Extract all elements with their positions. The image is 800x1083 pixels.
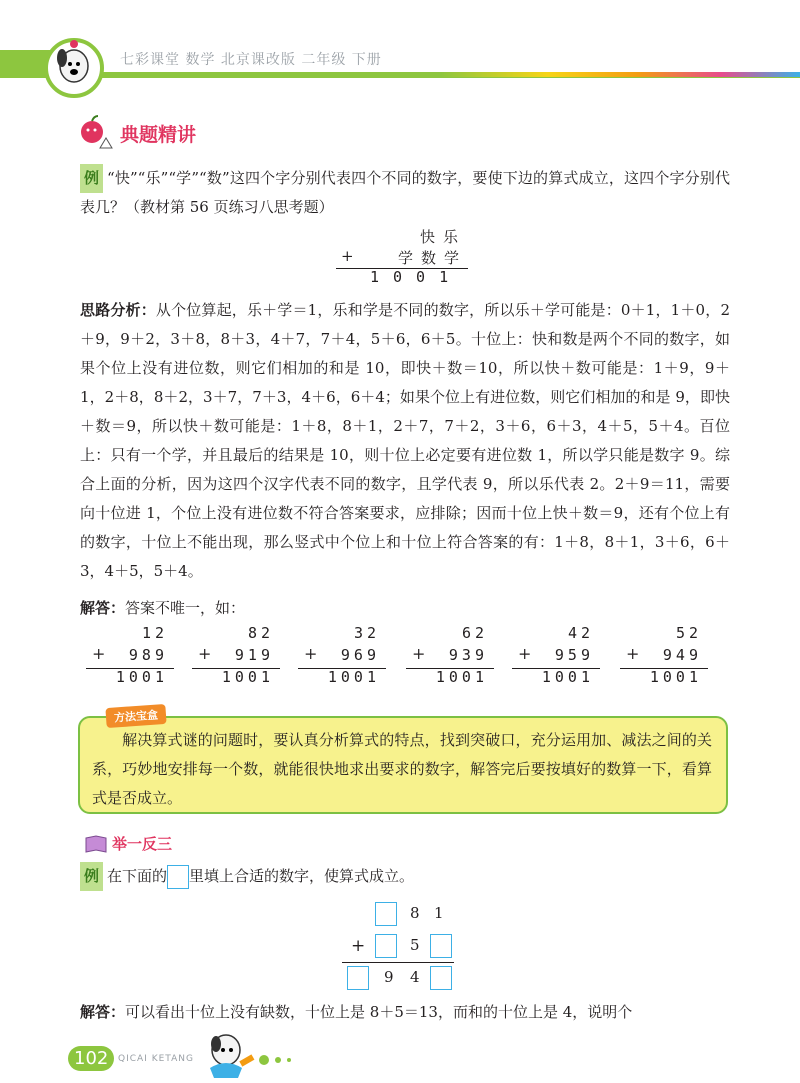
row1-ones: 1 xyxy=(434,904,444,922)
answer-2-sum: 1001 xyxy=(221,668,274,686)
blank-thousands-sum[interactable] xyxy=(347,966,369,990)
answer-1-second: 989 xyxy=(128,646,168,664)
page-number: 102 xyxy=(68,1046,114,1071)
answer-text: 答案不唯一，如： xyxy=(125,599,246,617)
answer-1-plus: + xyxy=(92,644,106,663)
analysis-paragraph xyxy=(80,296,730,586)
practice-plus: + xyxy=(351,936,366,956)
answer-2-plus: + xyxy=(198,644,212,663)
answer-5-plus: + xyxy=(518,644,532,663)
answer-1-sum: 1001 xyxy=(115,668,168,686)
dog-mascot-icon xyxy=(40,36,108,100)
apple-books-icon xyxy=(72,114,116,150)
example-text: “快”“乐”“学”“数”这四个字分别代表四个不同的数字，要使下边的算式成立，这四个字分别代表几？（教材第 56 页练习八思考题） xyxy=(80,169,730,216)
answer-2-addend: 82 xyxy=(247,624,274,642)
analysis-label: 思路分析： xyxy=(80,301,156,319)
puzzle-sum: 1001 xyxy=(370,268,463,286)
final-answer-text: 可以看出十位上没有缺数，十位上是 8＋5＝13，而和的十位上是 4，说明个 xyxy=(125,1003,633,1021)
answer-5-addend: 42 xyxy=(567,624,594,642)
answer-3-addend: 32 xyxy=(353,624,380,642)
method-body: 解决算式谜的问题时，要认真分析算式的特点，找到突破口，充分运用加、减法之间的关系，巧妙地安排每一个数，就能很快地求出要求的数字，解答完后要按填好的数算一下，看算式是否成立。 xyxy=(92,731,712,807)
puzzle-row1: 快乐 xyxy=(420,228,467,246)
answer-5-second: 959 xyxy=(554,646,594,664)
row2-tens: 5 xyxy=(410,936,420,954)
answer-line xyxy=(80,594,730,623)
answer-5-sum: 1001 xyxy=(541,668,594,686)
practice-text-after: 里填上合适的数字，使算式成立。 xyxy=(189,867,415,885)
answer-2-second: 919 xyxy=(234,646,274,664)
practice-title: 举一反三 xyxy=(112,835,173,853)
answer-6-addend: 52 xyxy=(675,624,702,642)
method-text xyxy=(92,726,712,813)
blank-ones-sum[interactable] xyxy=(430,966,452,990)
header-gradient-stripe xyxy=(440,72,800,77)
practice-line xyxy=(342,962,454,963)
row1-tens: 8 xyxy=(410,904,420,922)
practice-tag: 例 xyxy=(80,862,103,891)
answer-3-plus: + xyxy=(304,644,318,663)
answer-label: 解答： xyxy=(80,599,126,617)
answer-6-sum: 1001 xyxy=(649,668,702,686)
method-tag: 方法宝盒 xyxy=(105,704,166,728)
answer-1-addend: 12 xyxy=(141,624,168,642)
example-question xyxy=(80,164,730,222)
answer-box xyxy=(167,865,189,889)
dots-decoration-icon xyxy=(258,1054,298,1066)
puzzle-row2: 学数学 xyxy=(398,249,468,267)
puzzle-plus: + xyxy=(341,247,362,265)
answer-6-second: 949 xyxy=(662,646,702,664)
answer-4-plus: + xyxy=(412,644,426,663)
answer-4-sum: 1001 xyxy=(435,668,488,686)
answer-3-second: 969 xyxy=(340,646,380,664)
practice-question xyxy=(80,862,730,891)
blank-ones-row2[interactable] xyxy=(430,934,452,958)
blank-hundreds-row2[interactable] xyxy=(375,934,397,958)
answer-4-addend: 62 xyxy=(461,624,488,642)
dog-painter-icon xyxy=(196,1028,258,1080)
blank-hundreds-row1[interactable] xyxy=(375,902,397,926)
header-title: 七彩课堂 数学 北京课改版 二年级 下册 xyxy=(120,52,382,68)
section-title: 典题精讲 xyxy=(120,124,197,146)
analysis-text: 从个位算起，乐＋学＝1，乐和学是不同的数字，所以乐＋学可能是：0＋1，1＋0，2＋9，9＋2，3＋8，8＋3，4＋7，7＋4，5＋6，6＋5。十位上：快和数是两个不同的数字，如果个位上没有进位数，则它们相加的和是 10，即快＋数＝10，所以快＋数可能是：1＋9，9＋1，2＋8，8＋2，3＋7，7＋3，4＋6，6＋4；如果个位上有进位数，则它们相加的和是 9，即快＋数＝9，所以快＋数可能是：1＋8，8＋1，2＋7，7＋2，3＋6，6＋3，4＋5，5＋4。百位上：只有一个学，并且最后的结果是 10，则十位上必定要有进位数 1，所以学只能是数字 9。综合上面的分析，因为这四个汉字代表不同的数字，且学代表 9，所以乐代表 2。2＋9＝11，需要向十位进 1，个位上没有进位数不符合答案要求，应排除；因而十位上快＋数＝9，还有个位上有的数字，十位上不能出现，那么竖式中个位上和十位上符合答案的有：1＋8，8＋1，3＋6，6＋3，4＋5，5＋4。 xyxy=(80,301,730,580)
example-tag: 例 xyxy=(80,164,103,193)
answer-3-sum: 1001 xyxy=(327,668,380,686)
book-icon xyxy=(84,834,108,854)
answer-6-plus: + xyxy=(626,644,640,663)
sum-hundreds: 9 xyxy=(384,968,394,986)
final-answer-label: 解答： xyxy=(80,1003,126,1021)
final-answer xyxy=(80,998,730,1027)
sum-tens: 4 xyxy=(410,968,420,986)
answer-4-second: 939 xyxy=(448,646,488,664)
practice-text-before: 在下面的 xyxy=(107,867,168,885)
footer-brand: QICAI KETANG xyxy=(118,1054,194,1064)
